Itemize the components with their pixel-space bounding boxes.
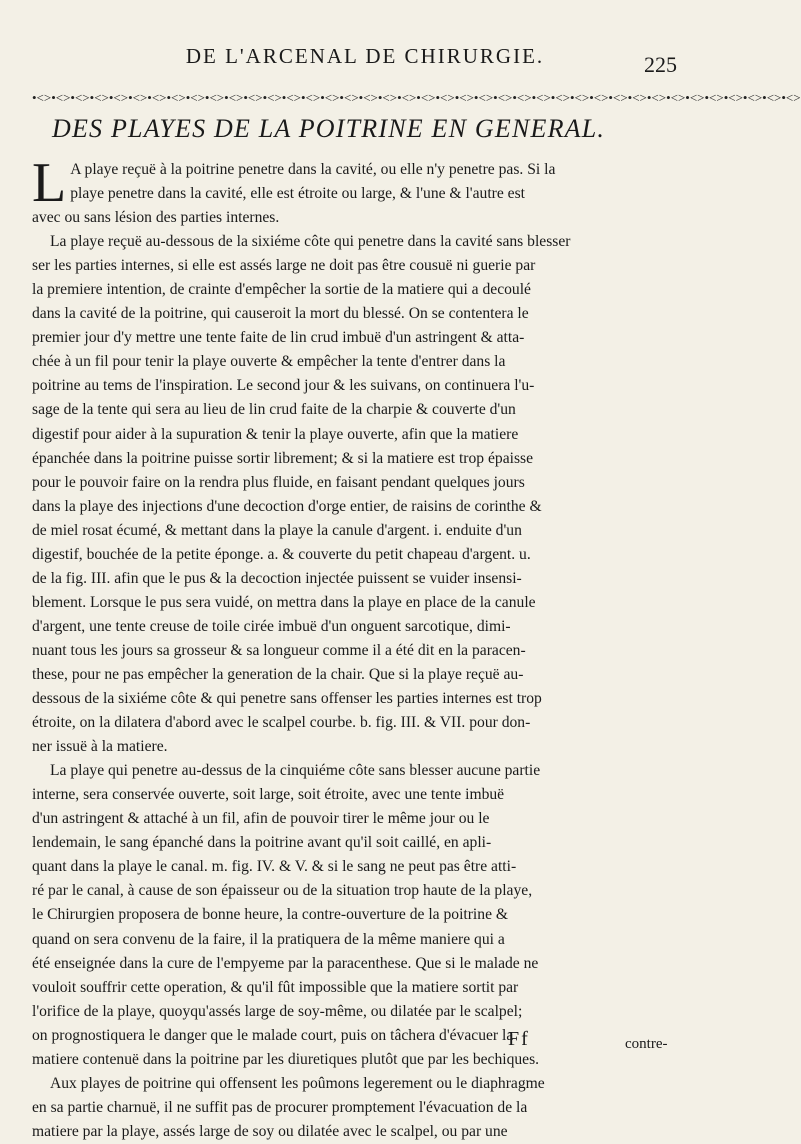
signature-mark: Ff — [508, 1028, 530, 1050]
text-line: La playe reçuë au-dessous de la sixiéme côte qui penetre dans la cavité sans blesser — [50, 233, 571, 251]
text-line: digestif pour aider à la supuration & tenir la playe ouverte, afin que la matiere — [32, 425, 519, 443]
text-line: poitrine au tems de l'inspiration. Le second jour & les suivans, on continuera l'u- — [32, 377, 535, 395]
text-line: quand on sera convenu de la faire, il la pratiquera de la même maniere qui a — [32, 930, 505, 948]
text-line: blement. Lorsque le pus sera vuidé, on mettra dans la playe en place de la canule — [32, 593, 536, 611]
text-line: digestif, bouchée de la petite éponge. a. & couverte du petit chapeau d'argent. u. — [32, 545, 531, 563]
drop-capital: L — [32, 152, 67, 214]
text-line: matiere par la playe, assés large de soy ou dilatée avec le scalpel, ou par une — [32, 1122, 508, 1140]
text-line: été enseignée dans la cure de l'empyeme par la paracenthese. Que si le malade ne — [32, 954, 539, 972]
text-line: playe penetre dans la cavité, elle est étroite ou large, & l'une & l'autre est — [70, 185, 525, 203]
text-line: l'orifice de la playe, quoyqu'assés large de soy-même, ou dilatée par le scalpel; — [32, 1002, 523, 1020]
text-line: ner issuë à la matiere. — [32, 738, 168, 756]
text-line: vouloit souffrir cette operation, & qu'il fût impossible que la matiere sortit par — [32, 978, 519, 996]
ornament-rule: •<>•<>•<>•<>•<>•<>•<>•<>•<>•<>•<>•<>•<>•<>•<>•<>•<>•<>•<>•<>•<>•<>•<>•<>•<>•<>•<>•<>•<>•<>•<>•<>•<>•<>•<>•<>•<>•<>•<>•<> — [32, 90, 801, 105]
text-line: interne, sera conservée ouverte, soit large, soit étroite, avec une tente imbuë — [32, 786, 505, 804]
text-line: nuant tous les jours sa grosseur & sa longueur comme il a été dit en la paracen- — [32, 641, 526, 659]
text-line: épanchée dans la poitrine puisse sortir librement; & si la matiere est trop épaisse — [32, 449, 534, 467]
text-line: dans la playe des injections d'une decoction d'orge entier, de raisins de corinthe & — [32, 497, 542, 515]
running-head: DE L'ARCENAL DE CHIRURGIE. — [185, 44, 545, 68]
text-line: lendemain, le sang épanché dans la poitrine avant qu'il soit caillé, en apli- — [32, 834, 492, 852]
text-line: en sa partie charnuë, il ne suffit pas de procurer promptement l'évacuation de la — [32, 1098, 528, 1116]
text-line: dans la cavité de la poitrine, qui causeroit la mort du blessé. On se contentera le — [32, 305, 529, 323]
text-line: dessous de la sixiéme côte & qui penetre sans offenser les parties internes est trop — [32, 690, 542, 708]
text-line: sage de la tente qui sera au lieu de lin crud faite de la charpie & couverte d'un — [32, 401, 516, 419]
text-line: le Chirurgien proposera de bonne heure, la contre-ouverture de la poitrine & — [32, 906, 509, 924]
section-title: DES PLAYES DE LA POITRINE EN GENERAL. — [52, 114, 606, 143]
text-line: chée à un fil pour tenir la playe ouverte & empêcher la tente d'entrer dans la — [32, 353, 506, 371]
text-line: these, pour ne pas empêcher la generation de la chair. Que si la playe reçuë au- — [32, 665, 524, 683]
text-line: A playe reçuë à la poitrine penetre dans la cavité, ou elle n'y penetre pas. Si la — [70, 161, 556, 178]
text-line: de miel rosat écumé, & mettant dans la playe la canule d'argent. i. enduite d'un — [32, 521, 522, 539]
page-number: 225 — [644, 52, 677, 77]
body-text — [32, 152, 684, 1144]
text-line: premier jour d'y mettre une tente faite de lin crud imbuë d'un astringent & atta- — [32, 329, 525, 347]
text-line: la premiere intention, de crainte d'empêcher la sortie de la matiere qui a decoulé — [32, 281, 531, 299]
text-line: Aux playes de poitrine qui offensent les poûmons legerement ou le diaphragme — [50, 1074, 545, 1092]
text-line: étroite, on la dilatera d'abord avec le scalpel courbe. b. fig. III. & VII. pour don- — [32, 714, 531, 732]
text-line: on prognostiquera le danger que le malade court, puis on tâchera d'évacuer la — [32, 1026, 514, 1044]
text-line: de la fig. III. afin que le pus & la decoction injectée puissent se vuider insensi- — [32, 569, 522, 587]
text-line: ré par le canal, à cause de son épaisseur ou de la situation trop haute de la playe, — [32, 882, 533, 900]
text-line: matiere contenuë dans la poitrine par les diuretiques plutôt que par les bechiques. — [32, 1050, 540, 1068]
text-line: quant dans la playe le canal. m. fig. IV. & V. & si le sang ne peut pas être atti- — [32, 858, 517, 876]
catchword: contre- — [625, 1036, 668, 1052]
text-line: pour le pouvoir faire on la rendra plus fluide, en faisant pendant quelques jours — [32, 473, 525, 491]
text-line: d'un astringent & attaché à un fil, afin de pouvoir tirer le même jour ou le — [32, 810, 490, 828]
text-line: avec ou sans lésion des parties internes. — [32, 209, 280, 227]
text-line: La playe qui penetre au-dessus de la cinquiéme côte sans blesser aucune partie — [50, 762, 541, 780]
text-line: d'argent, une tente creuse de toile cirée imbuë d'un onguent sarcotique, dimi- — [32, 617, 511, 635]
text-line: ser les parties internes, si elle est assés large ne doit pas être cousuë ni guerie par — [32, 257, 536, 275]
